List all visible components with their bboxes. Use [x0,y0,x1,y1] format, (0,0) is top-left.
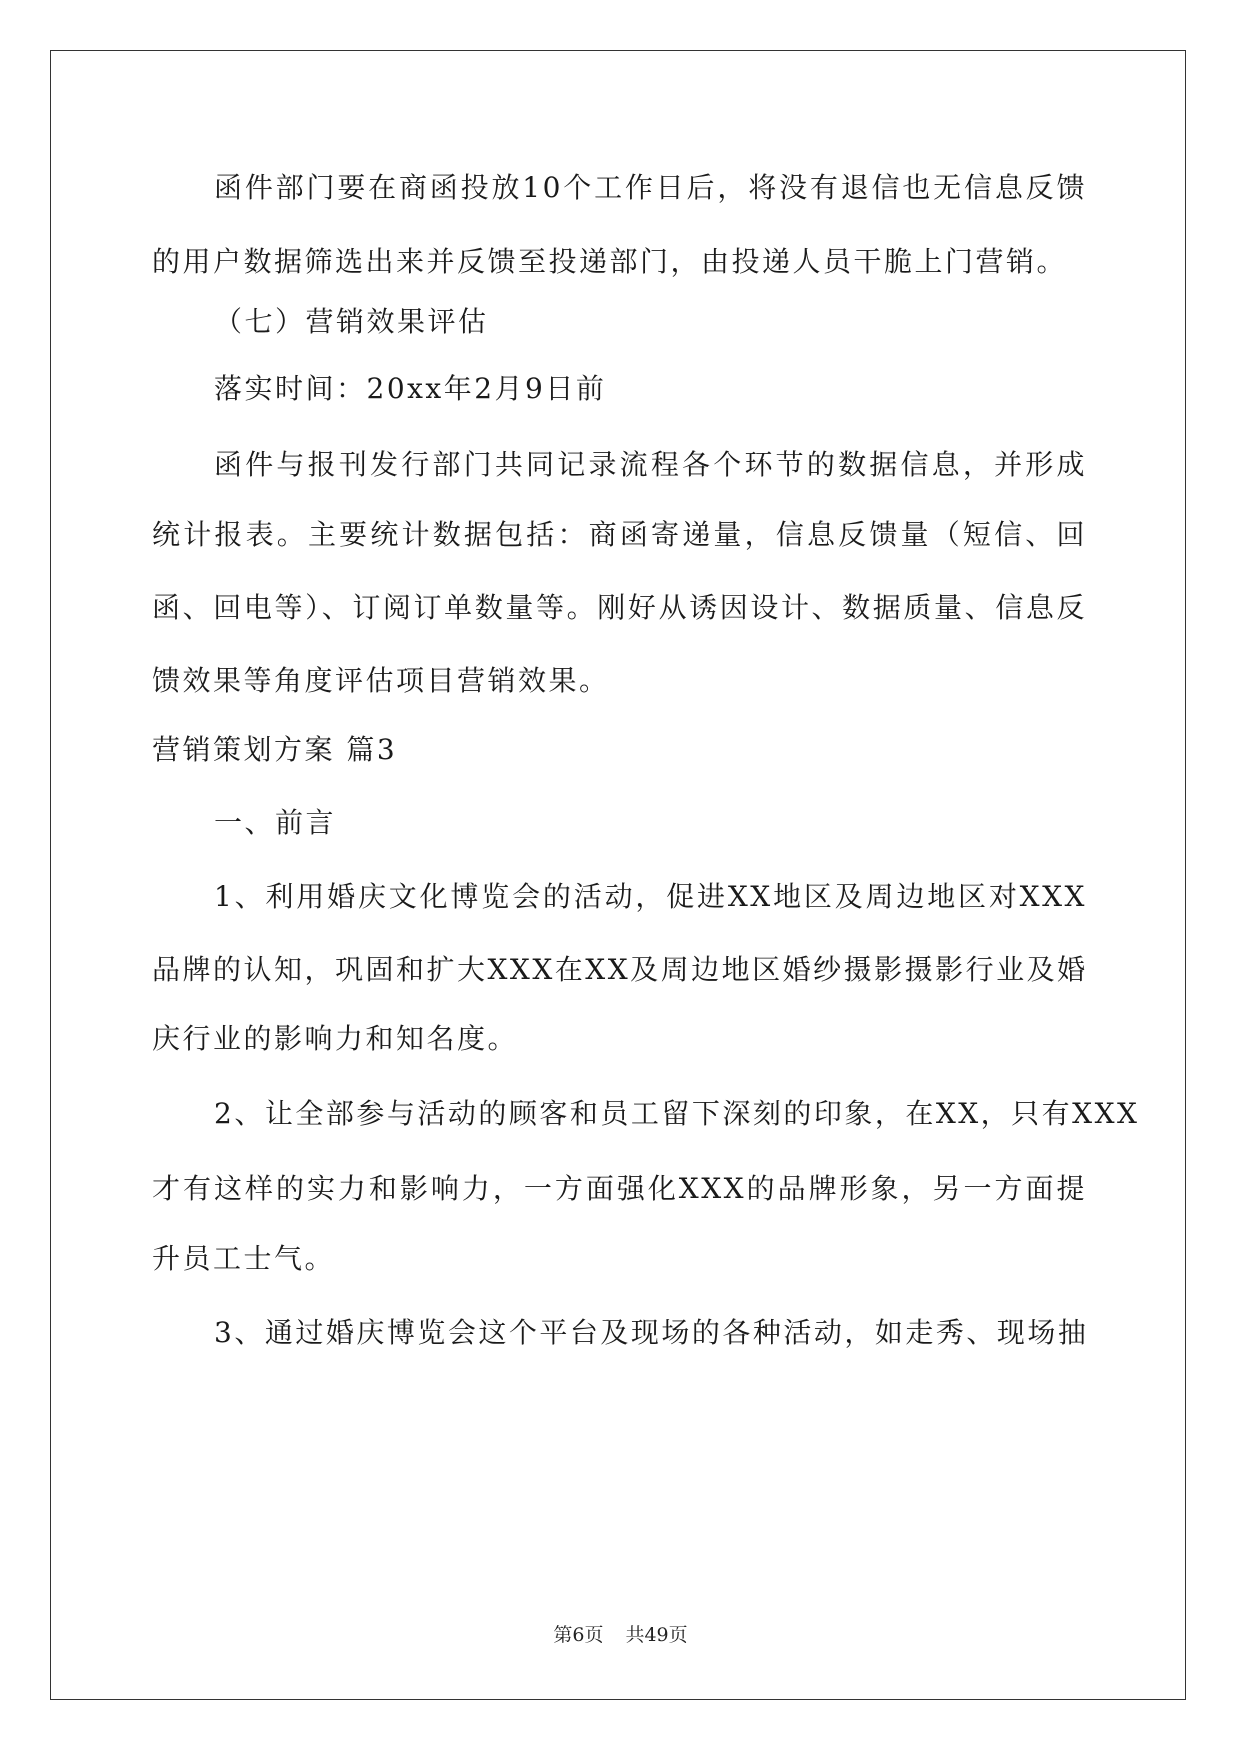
page-footer [0,1623,1241,1647]
chapter-title: 营销策划方案 篇3 [152,733,398,766]
section-heading: （七）营销效果评估 [214,305,489,338]
paragraph-line: 函件部门要在商函投放10个工作日后，将没有退信也无信息反馈 [214,171,1087,204]
paragraph-line: 馈效果等角度评估项目营销效果。 [152,664,610,697]
page-number: 第6页 [553,1624,604,1646]
paragraph-line: 升员工士气。 [152,1242,336,1275]
page-total: 共49页 [625,1624,688,1646]
paragraph-line: 统计报表。主要统计数据包括：商函寄递量，信息反馈量（短信、回 [152,518,1087,551]
paragraph-line: 2、让全部参与活动的顾客和员工留下深刻的印象，在XX，只有XXX [214,1097,1140,1130]
paragraph-line: 落实时间：20xx年2月9日前 [214,372,607,405]
paragraph-line: 1、利用婚庆文化博览会的活动，促进XX地区及周边地区对XXX [214,880,1087,913]
paragraph-line: 函件与报刊发行部门共同记录流程各个环节的数据信息，并形成 [214,448,1087,481]
paragraph-line: 品牌的认知，巩固和扩大XXX在XX及周边地区婚纱摄影摄影行业及婚 [152,953,1088,986]
paragraph-line: 庆行业的影响力和知名度。 [152,1022,519,1055]
paragraph-line: 的用户数据筛选出来并反馈至投递部门，由投递人员干脆上门营销。 [152,245,1068,278]
paragraph-line: 才有这样的实力和影响力，一方面强化XXX的品牌形象，另一方面提 [152,1172,1087,1205]
paragraph-line: 3、通过婚庆博览会这个平台及现场的各种活动，如走秀、现场抽 [214,1316,1089,1349]
section-heading: 一、前言 [214,806,337,839]
paragraph-line: 函、回电等）、订阅订单数量等。刚好从诱因设计、数据质量、信息反 [152,591,1087,624]
